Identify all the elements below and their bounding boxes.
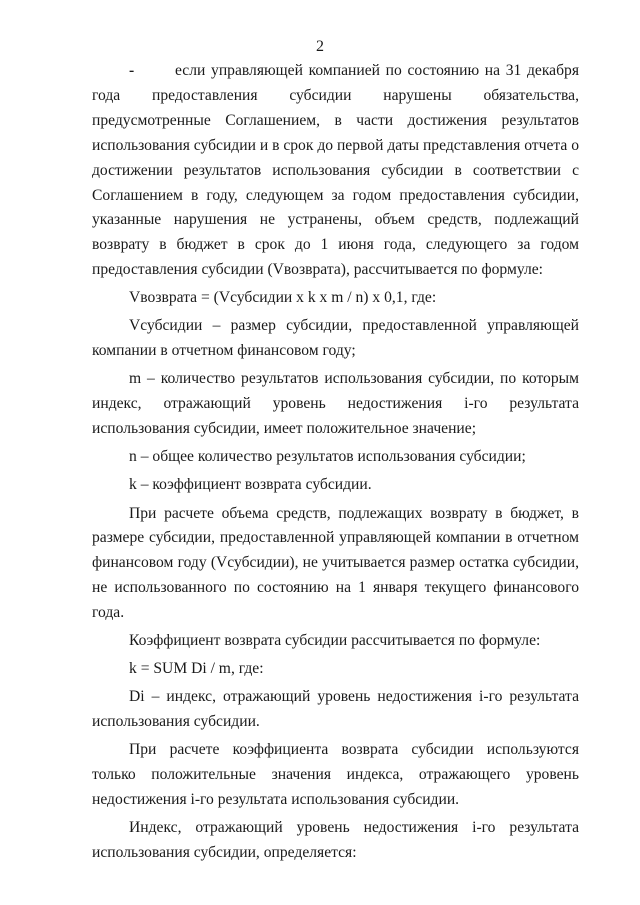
page-number: 2 <box>316 38 324 55</box>
document-body <box>92 59 579 866</box>
paragraph-remaining-balance: При расчете объема средств, подлежащих возврату в бюджет, в размере субсидии, предоставленной управляющей компании в отчетном финансовом году (Vсубсидии), не учитывается размер остатка субсидии, не использованного по состоянию на 1 января текущего финансового года. <box>92 504 579 622</box>
paragraph-v-subsidy-definition: Vсубсидии – размер субсидии, предоставленной управляющей компании в отчетном финансовом году; <box>92 317 579 360</box>
paragraph-index-determined: Индекс, отражающий уровень недостижения i-го результата использования субсидии, определяется: <box>92 819 579 862</box>
paragraph-k-definition: k – коэффициент возврата субсидии. <box>129 476 372 494</box>
paragraph-m-definition: m – количество результатов использования субсидии, по которым индекс, отражающий уровень недостижения i-го результата использования субсидии, имеет положительное значение; <box>92 370 579 438</box>
list-dash: - <box>129 62 135 79</box>
paragraph-positive-values: При расчете коэффициента возврата субсидии используются только положительные значения индекса, отражающего уровень недостижения i-го результата использования субсидии. <box>92 741 579 809</box>
paragraph-n-definition: n – общее количество результатов использования субсидии; <box>129 448 526 466</box>
paragraph-coefficient-intro: Коэффициент возврата субсидии рассчитывается по формуле: <box>129 632 541 650</box>
paragraph-di-definition: Di – индекс, отражающий уровень недостижения i-го результата использования субсидии. <box>92 688 579 731</box>
paragraph-coefficient-formula: k = SUM Di / m, где: <box>129 660 264 678</box>
paragraph-refund-formula: Vвозврата = (Vсубсидии x k x m / n) x 0,1, где: <box>129 289 437 307</box>
paragraph-refund-condition <box>92 59 579 283</box>
paragraph-text: если управляющей компанией по состоянию на 31 декабря года предоставления субсидии нарушены обязательства, предусмотренные Соглашением, в части достижения результатов использования субсидии и в срок до первой даты представления отчета о достижении результатов использования субсидии в соответствии с Соглашением в году, следующем за годом предоставления субсидии, указанные нарушения не устранены, объем средств, подлежащий возврату в бюджет в срок до 1 июня года, следующего за годом предоставления субсидии (Vвозврата), рассчитывается по формуле: <box>92 62 580 279</box>
